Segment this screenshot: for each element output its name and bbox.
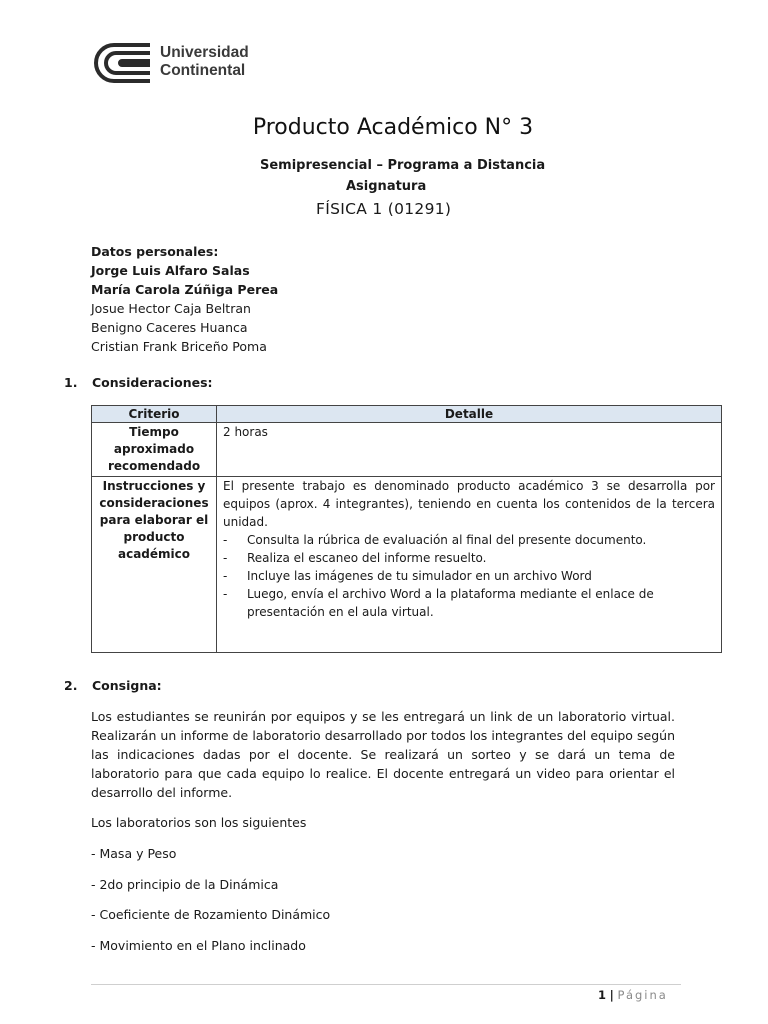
criterio-cell: Instrucciones y consideraciones para elaborar el producto académico [92, 477, 217, 653]
section-number: 1. [64, 375, 78, 390]
list-item: - Incluye las imágenes de tu simulador en un archivo Word [223, 569, 592, 583]
personal-data [91, 242, 278, 356]
detalle-paragraph: El presente trabajo es denominado producto académico 3 se desarrolla por equipos (aprox. 4 integrantes), teniendo en cuenta los contenidos de la tercera unidad. [223, 479, 715, 529]
personal-heading: Datos personales: [91, 244, 219, 259]
table-row [92, 477, 722, 653]
table-header-row [92, 406, 722, 423]
logo-line2: Continental [160, 62, 246, 79]
criterio-cell: Tiempo aproximado recomendado [92, 423, 217, 477]
logo-line1: Universidad [160, 44, 249, 61]
section-title: Consideraciones: [92, 375, 213, 390]
member-name: Cristian Frank Briceño Poma [91, 339, 267, 354]
member-name: Jorge Luis Alfaro Salas [91, 263, 250, 278]
lab-item: - 2do principio de la Dinámica [91, 877, 279, 892]
section-number: 2. [64, 678, 78, 693]
detalle-cell [217, 477, 722, 653]
page-label: Página [617, 988, 668, 1002]
table-row [92, 423, 722, 477]
member-name: María Carola Zúñiga Perea [91, 282, 279, 297]
list-item: - Consulta la rúbrica de evaluación al final del presente documento. [223, 533, 647, 547]
document-title: Producto Académico N° 3 [252, 115, 534, 140]
member-name: Josue Hector Caja Beltran [91, 301, 251, 316]
footer-divider [91, 984, 681, 985]
criteria-table [91, 405, 722, 653]
detalle-cell: 2 horas [217, 423, 722, 477]
logo-mark-icon [92, 41, 152, 85]
lab-item: - Masa y Peso [91, 846, 177, 861]
labs-intro: Los laboratorios son los siguientes [91, 815, 307, 830]
member-name: Benigno Caceres Huanca [91, 320, 248, 335]
lab-item: - Coeficiente de Rozamiento Dinámico [91, 907, 331, 922]
subject-label: Asignatura [346, 179, 427, 194]
lab-item: - Movimiento en el Plano inclinado [91, 938, 306, 953]
page-separator: | [609, 988, 614, 1002]
list-item: - Luego, envía el archivo Word a la plataforma mediante el enlace de presentación en el aula virtual. [223, 587, 654, 619]
page-number: 1 [598, 988, 607, 1002]
list-item: - Realiza el escaneo del informe resuelto. [223, 551, 487, 565]
logo-wordmark [160, 44, 260, 80]
university-logo [92, 41, 252, 85]
consigna-paragraph: Los estudiantes se reunirán por equipos y se les entregará un link de un laboratorio virtual. Realizarán un informe de laboratorio desarrollado por todos los integrantes del equipo según las indicaciones dadas por el docente. Se realizará un sorteo y se dará un tema de laboratorio para que cada equipo lo realice. El docente entregará un video para orientar el desarrollo del informe. [91, 709, 675, 800]
table-header-detalle: Detalle [217, 406, 722, 423]
modality-subtitle: Semipresencial – Programa a Distancia [260, 158, 546, 173]
section-2-heading [64, 678, 162, 693]
section-title: Consigna: [92, 678, 162, 693]
subject-name: FÍSICA 1 (01291) [316, 200, 452, 218]
page-footer [598, 988, 668, 1002]
table-header-criterio: Criterio [92, 406, 217, 423]
section-1-heading [64, 375, 213, 390]
